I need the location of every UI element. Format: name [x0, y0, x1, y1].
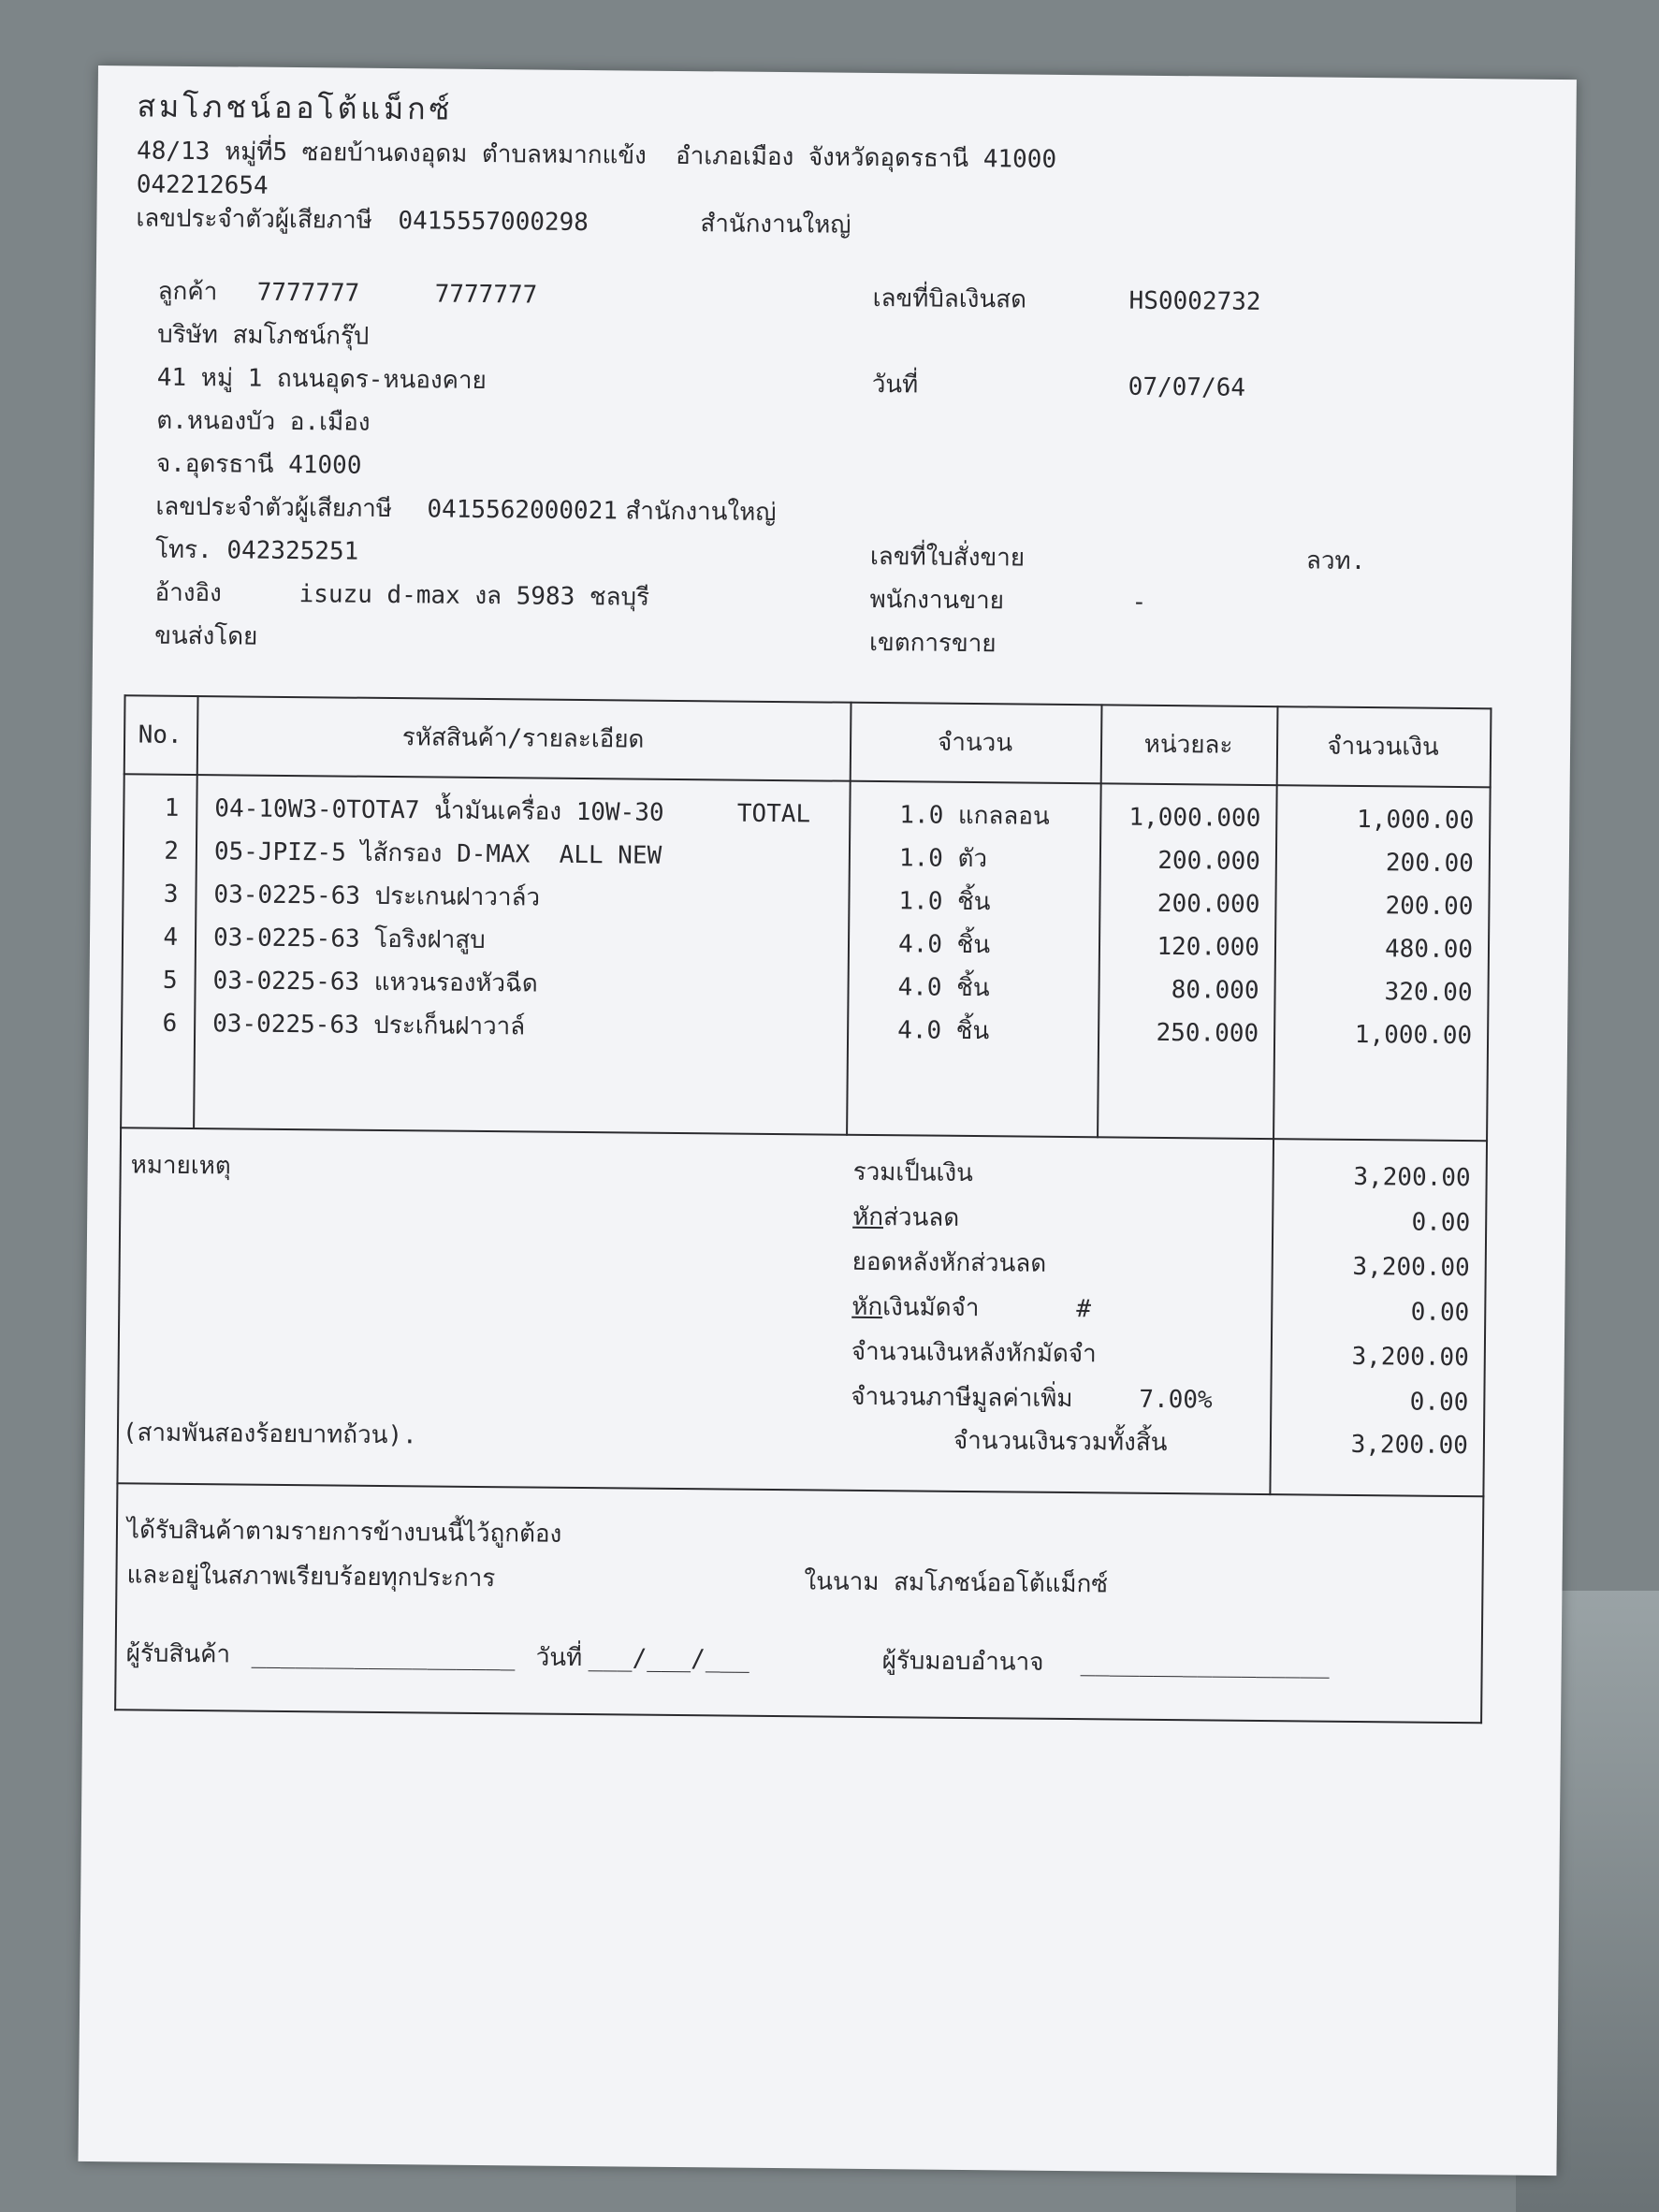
row-no: 1	[164, 793, 180, 822]
received-text-2: และอยู่ในสภาพเรียบร้อยทุกประการ	[126, 1561, 496, 1594]
row-unit-price: 200.000	[1157, 889, 1260, 919]
row-quantity: 1.0 แกลลอน	[899, 801, 1050, 831]
row-no: 2	[164, 837, 180, 866]
receive-date-blanks: ___/___/___	[588, 1644, 750, 1674]
row-quantity: 1.0 ชิ้น	[898, 887, 991, 917]
summary-right-border	[1482, 1140, 1488, 1497]
bill-no: HS0002732	[1128, 286, 1261, 316]
customer-address-1: 41 หมู่ 1 ถนนอุดร-หนองคาย	[156, 363, 487, 395]
footer-bottom-border	[114, 1709, 1482, 1724]
deposit-label	[851, 1293, 979, 1322]
row-amount: 1,000.00	[1356, 805, 1475, 836]
table-col-divider-3	[1097, 704, 1102, 1138]
invoice-paper	[78, 65, 1576, 2176]
order-no-value: ลวท.	[1305, 546, 1366, 576]
sales-area-label: เขตการขาย	[868, 628, 997, 659]
deposit-hash: #	[1076, 1295, 1092, 1324]
amount-in-words: (สามพันสองร้อยบาทถ้วน).	[122, 1419, 417, 1450]
header-quantity: จำนวน	[937, 728, 1013, 758]
header-no: No.	[138, 720, 182, 749]
received-text-1: ได้รับสินค้าตามรายการข้างบนนี้ไว้ถูกต้อง	[126, 1516, 562, 1549]
customer-tax-id: 0415562000021	[427, 495, 618, 526]
vat-label: จำนวนภาษีมูลค่าเพิ่ม	[851, 1382, 1073, 1414]
table-header-bottom-border	[124, 773, 1492, 788]
footer-left-border	[114, 1482, 118, 1710]
company-phone: 042212654	[136, 170, 269, 200]
customer-name: บริษัท สมโภชน์กรุ๊ป	[157, 320, 370, 351]
customer-tax-id-label: เลขประจำตัวผู้เสียภาษี	[155, 492, 393, 524]
row-unit-price: 200.000	[1157, 846, 1261, 876]
row-no: 6	[162, 1009, 178, 1038]
subtotal-value: 3,200.00	[1353, 1162, 1471, 1193]
row-unit-price: 250.000	[1156, 1018, 1259, 1048]
row-amount: 320.00	[1384, 978, 1473, 1008]
table-bottom-border	[120, 1127, 1488, 1142]
row-amount: 1,000.00	[1354, 1020, 1473, 1051]
salesperson-value: -	[1131, 588, 1147, 617]
authorized-label: ผู้รับมอบอำนาจ	[881, 1647, 1044, 1677]
row-unit-price: 1,000.000	[1128, 803, 1261, 833]
row-quantity: 4.0 ชิ้น	[897, 973, 990, 1003]
row-description: 05-JPIZ-5 ไส้กรอง D-MAX ALL NEW	[213, 837, 662, 870]
deposit-label-prefix: หัก	[851, 1292, 883, 1322]
customer-ref-label: อ้างอิง	[154, 578, 222, 608]
summary-bottom-border	[116, 1482, 1484, 1497]
row-no: 3	[163, 880, 179, 909]
customer-branch: สำนักงานใหญ่	[625, 497, 777, 527]
discount-value: 0.00	[1411, 1208, 1471, 1238]
subtotal-label: รวมเป็นเงิน	[852, 1157, 974, 1188]
row-amount: 200.00	[1385, 892, 1474, 922]
header-unit-price: หน่วยละ	[1143, 730, 1233, 760]
vat-value: 0.00	[1409, 1388, 1469, 1418]
table-top-border	[124, 694, 1492, 709]
footer-right-border	[1480, 1495, 1484, 1724]
company-tax-id-label: เลขประจำตัวผู้เสียภาษี	[136, 204, 373, 235]
summary-left-border	[116, 1127, 122, 1484]
row-amount: 200.00	[1385, 849, 1475, 879]
bill-date: 07/07/64	[1128, 372, 1246, 402]
after-deposit-label: จำนวนเงินหลังหักมัดจำ	[851, 1337, 1097, 1369]
remark-label: หมายเหตุ	[130, 1151, 231, 1181]
customer-label: ลูกค้า	[157, 277, 218, 307]
header-description: รหัสสินค้า/รายละเอียด	[401, 723, 645, 754]
customer-code-1: 7777777	[256, 278, 360, 308]
vat-rate: 7.00%	[1139, 1385, 1213, 1415]
salesperson-label: พนักงานขาย	[869, 585, 1005, 616]
row-description: 04-10W3-0TOTA7 น้ำมันเครื่อง 10W-30 TOTAL	[214, 794, 811, 829]
company-name: สมโภชน์ออโต้แม็กซ์	[137, 88, 454, 127]
customer-address-3: จ.อุดรธานี 41000	[155, 449, 362, 480]
row-description: 03-0225-63 ประเก็นฝาวาล์	[212, 1010, 526, 1041]
row-description: 03-0225-63 โอริงฝาสูบ	[212, 924, 486, 955]
table-col-divider-4	[1273, 706, 1278, 1140]
header-amount: จำนวนเงิน	[1327, 732, 1439, 762]
bill-date-label: วันที่	[871, 370, 919, 400]
after-discount-value: 3,200.00	[1352, 1252, 1470, 1283]
receive-date-label: วันที่	[535, 1643, 583, 1673]
customer-address-2: ต.หนองบัว อ.เมือง	[156, 406, 371, 437]
table-right-border	[1486, 707, 1492, 1142]
grand-total-label: จำนวนเงินรวมทั้งสิ้น	[953, 1426, 1168, 1458]
receiver-signature-line: __________________	[251, 1640, 516, 1672]
company-branch: สำนักงานใหญ่	[700, 210, 851, 240]
discount-label-rest: ส่วนลด	[882, 1203, 960, 1232]
row-description: 03-0225-63 แหวนรองหัวฉีด	[212, 967, 538, 998]
authorized-signature-line: _________________	[1080, 1649, 1330, 1680]
table-col-divider-2	[846, 702, 851, 1136]
row-no: 5	[162, 966, 178, 995]
discount-label	[852, 1203, 959, 1232]
customer-ref-value: isuzu d-max งล 5983 ชลบุรี	[298, 580, 650, 612]
row-unit-price: 80.000	[1171, 976, 1259, 1005]
row-quantity: 4.0 ชิ้น	[897, 930, 991, 960]
table-left-border	[120, 694, 125, 1128]
on-behalf-text: ในนาม สมโภชน์ออโต้แม็กซ์	[804, 1567, 1109, 1599]
after-discount-label: ยอดหลังหักส่วนลด	[851, 1247, 1047, 1278]
customer-ship-label: ขนส่งโดย	[154, 621, 258, 651]
company-tax-id: 0415557000298	[398, 207, 589, 238]
row-no: 4	[163, 923, 179, 952]
bill-no-label: เลขที่บิลเงินสด	[872, 284, 1027, 314]
discount-label-prefix: หัก	[852, 1202, 884, 1232]
row-unit-price: 120.000	[1157, 932, 1260, 962]
deposit-value: 0.00	[1410, 1298, 1470, 1328]
row-quantity: 1.0 ตัว	[898, 844, 988, 874]
row-quantity: 4.0 ชิ้น	[896, 1016, 990, 1046]
receiver-label: ผู้รับสินค้า	[125, 1639, 231, 1669]
company-address: 48/13 หมู่ที่5 ซอยบ้านดงอุดม ตำบลหมากแข้ง อำเภอเมือง จังหวัดอุดรธานี 41000	[136, 137, 1057, 174]
row-description: 03-0225-63 ประเกนฝาวาล์ว	[213, 880, 541, 912]
customer-code-2: 7777777	[434, 280, 538, 310]
row-amount: 480.00	[1384, 935, 1474, 965]
order-no-label: เลขที่ใบสั่งขาย	[869, 542, 1026, 573]
deposit-label-rest: เงินมัดจำ	[882, 1293, 980, 1323]
grand-total-value: 3,200.00	[1350, 1430, 1469, 1461]
table-col-divider-1	[193, 695, 198, 1129]
after-deposit-value: 3,200.00	[1351, 1342, 1469, 1373]
customer-phone: โทร. 042325251	[154, 535, 359, 566]
